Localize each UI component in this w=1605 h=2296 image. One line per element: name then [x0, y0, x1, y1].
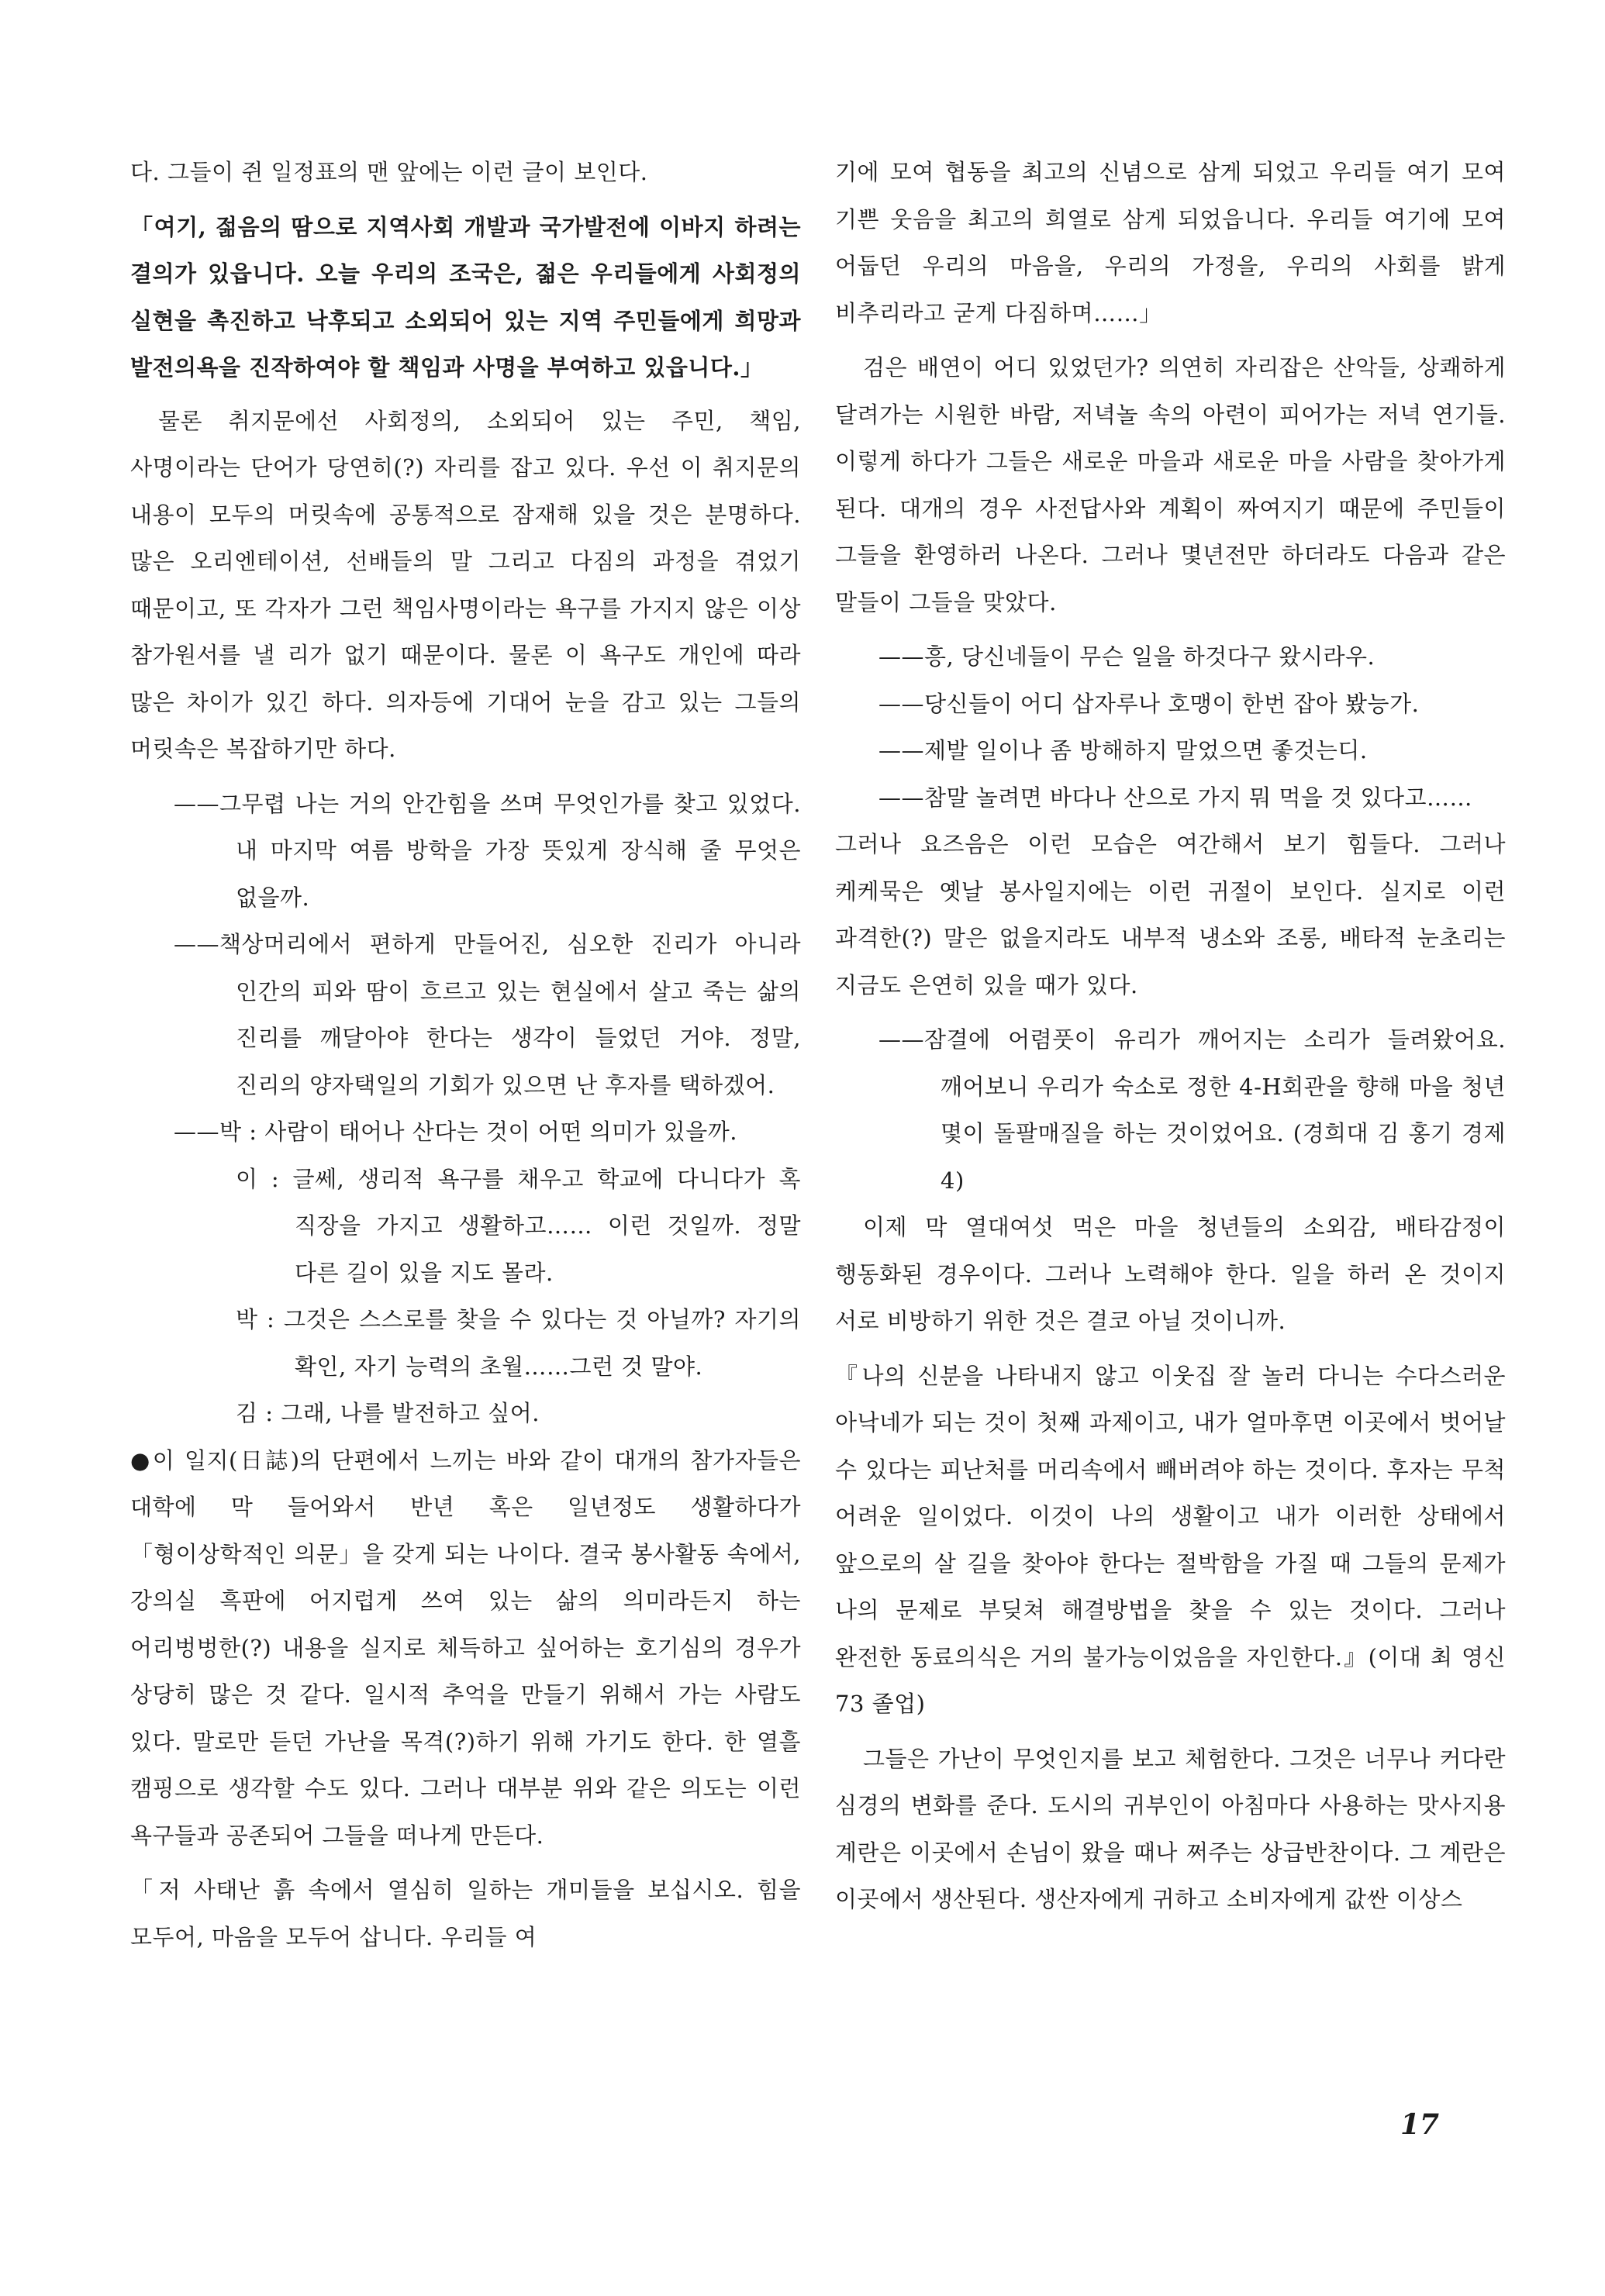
paragraph: 물론 취지문에선 사회정의, 소외되어 있는 주민, 책임, 사명이라는 단어가 당연히(?) 자리를 잡고 있다. 우선 이 취지문의 내용이 모두의 머릿속에 공통적으로 잠재해 있을 것은 분명하다. 많은 오리엔테이션, 선배들의 말 그리고 다짐의 과정을 겪었기 때문이고, 또 각자가 그런 책임사명이라는 욕구를 가지지 않은 이상 참가원서를 낼 리가 없기 때문이다. 물론 이 욕구도 개인에 따라 많은 차이가 있긴 하다. 의자등에 기대어 눈을 감고 있는 그들의 머릿속은 복잡하기만 하다.: [130, 407, 801, 762]
dash-quote: ——참말 놀려면 바다나 산으로 가지 뭐 먹을 것 있다고……: [878, 784, 1473, 811]
dialog-line: 박 : 그것은 스스로를 찾을 수 있다는 것 아닐까? 자기의 확인, 자기 능력의 초월……그런 것 말야.: [236, 1306, 801, 1380]
quote-block: 「저 사태난 흙 속에서 열심히 일하는 개미들을 보십시오. 힘을 모두어, 마음을 모두어 삽니다. 우리들 여: [130, 1877, 801, 1950]
dash-quote: ——그무렵 나는 거의 안간힘을 쓰며 무엇인가를 찾고 있었다. 내 마지막 여름 방학을 가장 뜻있게 장식해 줄 무엇은 없을까.: [174, 790, 801, 911]
left-column: [130, 149, 801, 1968]
paragraph: 다. 그들이 쥔 일정표의 맨 앞에는 이런 글이 보인다.: [130, 159, 648, 185]
paragraph: 그러나 요즈음은 이런 모습은 여간해서 보기 힘들다. 그러나 케케묵은 옛날 봉사일지에는 이런 귀절이 보인다. 실지로 이런 과격한(?) 말은 없을지라도 내부적 냉소와 조롱, 배타적 눈초리는 지금도 은연히 있을 때가 있다.: [835, 831, 1506, 998]
bullet-mark: ●: [130, 1446, 153, 1474]
paragraph: 그들은 가난이 무엇인지를 보고 체험한다. 그것은 너무나 커다란 심경의 변화를 준다. 도시의 귀부인이 아침마다 사용하는 맛사지용 계란은 이곳에서 손님이 왔을 때나 쩌주는 상급반찬이다. 그 계란은 이곳에서 생산된다. 생산자에게 귀하고 소비자에게 값싼 이상스: [835, 1745, 1506, 1912]
dash-quote: ——흥, 당신네들이 무슨 일을 하것다구 왔시라우.: [878, 643, 1375, 670]
quote-block: 『나의 신분을 나타내지 않고 이웃집 잘 놀러 다니는 수다스러운 아낙네가 되는 것이 첫째 과제이고, 내가 얼마후면 이곳에서 벗어날 수 있다는 피난처를 머리속에서 빼버려야 하는 것이다. 후자는 무척 어려운 일이었다. 이것이 나의 생활이고 내가 이러한 상태에서 앞으로의 살 길을 찾아야 한다는 절박함을 가질 때 그들의 문제가 나의 문제로 부딪쳐 해결방법을 찾을 수 있는 것이다. 그러나 완전한 동료의식은 거의 불가능이었음을 자인한다.』(이대 최 영신 73 졸업): [835, 1362, 1506, 1717]
dash-quote: ——잠결에 어렴풋이 유리가 깨어지는 소리가 들려왔어요. 깨어보니 우리가 숙소로 정한 4-H회관을 향해 마을 청년 몇이 돌팔매질을 하는 것이었어요. (경희대 김 홍기 경제 4): [878, 1026, 1506, 1194]
paragraph-text: 이 일지(日誌)의 단편에서 느끼는 바와 같이 대개의 참가자들은 대학에 막 들어와서 반년 혹은 일년정도 생활하다가 「형이상학적인 의문」을 갖게 되는 나이다. 결국 봉사활동 속에서, 강의실 흑판에 어지럽게 쓰여 있는 삶의 의미라든지 하는 어리벙벙한(?) 내용을 실지로 체득하고 싶어하는 호기심의 경우가 상당히 많은 것 같다. 일시적 추억을 만들기 위해서 가는 사람도 있다. 말로만 듣던 가난을 목격(?)하기 위해 가기도 한다. 한 열흘 캠핑으로 생각할 수도 있다. 그러나 대부분 위와 같은 의도는 이런 욕구들과 공존되어 그들을 떠나게 만든다.: [130, 1446, 801, 1849]
paragraph: 검은 배연이 어디 있었던가? 의연히 자리잡은 산악들, 상쾌하게 달려가는 시원한 바람, 저녁놀 속의 아련이 피어가는 저녁 연기들. 이렇게 하다가 그들은 새로운 마을과 새로운 마을 사람을 찾아가게 된다. 대개의 경우 사전답사와 계획이 짜여지기 때문에 주민들이 그들을 환영하러 나온다. 그러나 몇년전만 하더라도 다음과 같은 말들이 그들을 맞았다.: [835, 354, 1506, 615]
dash-quote: ——당신들이 어디 삽자루나 호맹이 한번 잡아 봤능가.: [878, 690, 1420, 717]
dash-quote: ——박 : 사람이 태어나 산다는 것이 어떤 의미가 있을까.: [174, 1119, 738, 1145]
page-number: 17: [1400, 2108, 1440, 2141]
dialog-line: 이 : 글쎄, 생리적 욕구를 채우고 학교에 다니다가 혹 직장을 가지고 생활하고…… 이런 것일까. 정말 다른 길이 있을 지도 몰라.: [236, 1165, 801, 1286]
quote-block: 「여기, 젊음의 땀으로 지역사회 개발과 국가발전에 이바지 하려는 결의가 있읍니다. 오늘 우리의 조국은, 젊은 우리들에게 사회정의 실현을 촉진하고 낙후되고 소외되어 있는 지역 주민들에게 희망과 발전의욕을 진작하여야 할 책임과 사명을 부여하고 있읍니다.」: [130, 213, 801, 381]
dash-quote: ——제발 일이나 좀 방해하지 말었으면 좋것는디.: [878, 737, 1368, 764]
dialog-line: 김 : 그래, 나를 발전하고 싶어.: [236, 1400, 540, 1426]
paragraph: [130, 1437, 801, 1860]
right-column: [835, 149, 1506, 1931]
quote-block: 기에 모여 협동을 최고의 신념으로 삼게 되었고 우리들 여기 모여 기쁜 웃음을 최고의 희열로 삼게 되었읍니다. 우리들 여기에 모여 어둡던 우리의 마음을, 우리의 가정을, 우리의 사회를 밝게 비추리라고 굳게 다짐하며……」: [835, 159, 1506, 326]
dash-quote: ——책상머리에서 편하게 만들어진, 심오한 진리가 아니라 인간의 피와 땀이 흐르고 있는 현실에서 살고 죽는 삶의 진리를 깨달아야 한다는 생각이 들었던 거야. 정말, 진리의 양자택일의 기회가 있으면 난 후자를 택하겠어.: [174, 931, 801, 1098]
paragraph: 이제 막 열대여섯 먹은 마을 청년들의 소외감, 배타감정이 행동화된 경우이다. 그러나 노력해야 한다. 일을 하러 온 것이지 서로 비방하기 위한 것은 결코 아닐 것이니까.: [835, 1214, 1506, 1334]
